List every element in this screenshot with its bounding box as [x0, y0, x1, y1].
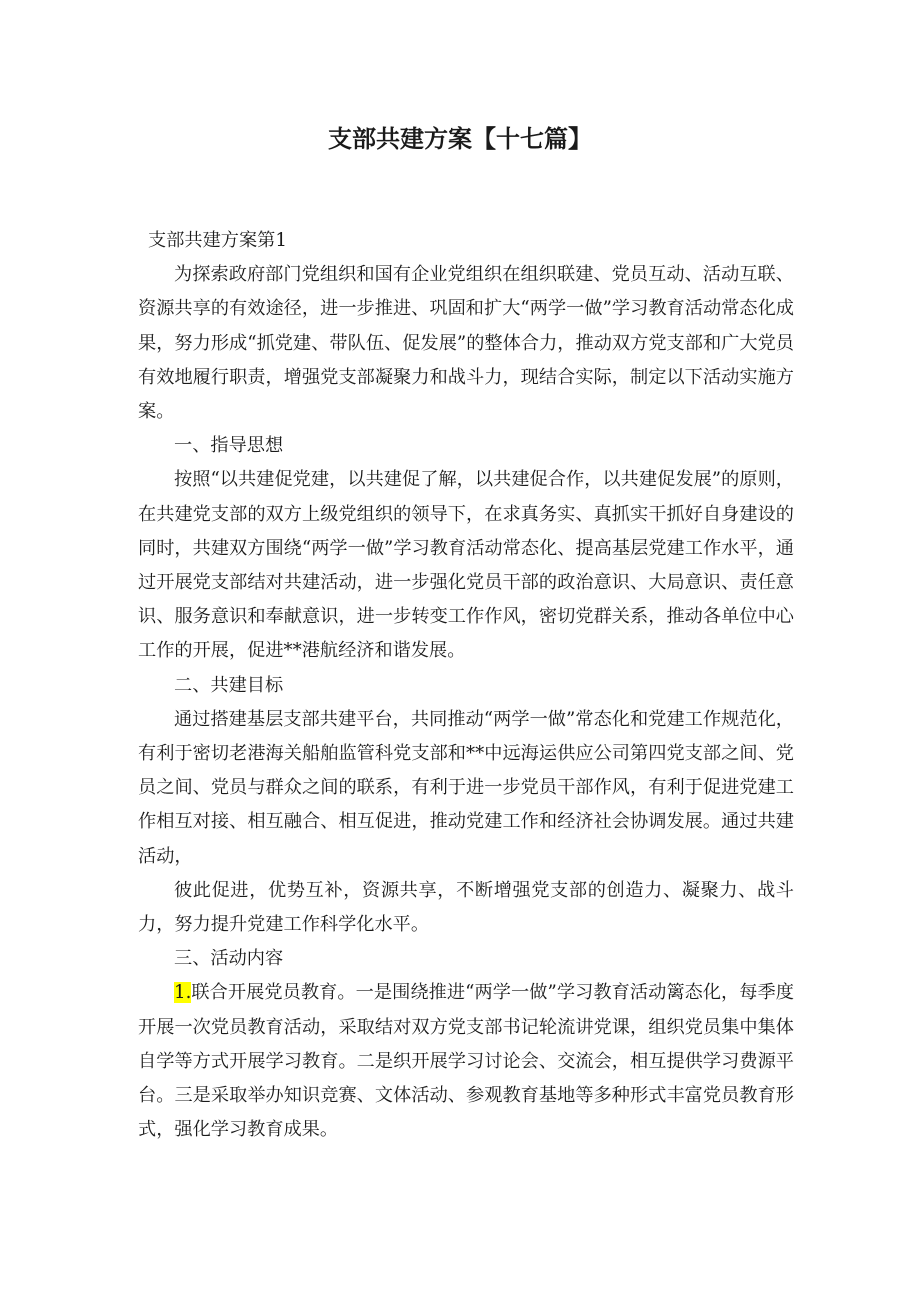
section-heading-guiding-ideology: 一、指导思想 [174, 435, 284, 457]
document-title: 支部共建方案【十七篇】 [328, 125, 592, 153]
activity-item-1 [138, 976, 794, 1147]
activity-item-1-text: 联合开展党员教育。一是围绕推进“两学一做”学习教育活动篱态化，每季度开展一次党员教育活动，采取结对双方党支部书记轮流讲党课，组织党员集中集体自学等方式开展学习教育。二是织开展学习讨论会、交流会，相互提供学习费源平台。三是采取举办知识竞赛、文体活动、参观教育基地等多种形式丰富党员教育形式，强化学习教育成果。 [138, 982, 794, 1141]
goals-paragraph: 通过搭建基层支部共建平台，共同推动“两学一做”常态化和党建工作规范化，有利于密切老港海关船舶监管科党支部和**中远海运供应公司第四党支部之间、党员之间、党员与群众之间的联系，有利于进一步党员干部作风，有利于促进党建工作相互对接、相互融合、相互促进，推动党建工作和经济社会协调发展。通过共建活动， [138, 708, 794, 867]
intro-paragraph: 为探索政府部门党组织和国有企业党组织在组织联建、党员互动、活动互联、资源共享的有效途径，进一步推进、巩固和扩大“两学一做”学习教育活动常态化成果，努力形成“抓党建、带队伍、促发展”的整体合力，推动双方党支部和广大党员有效地履行职责，增强党支部凝聚力和战斗力，现结合实际，制定以下活动实施方案。 [138, 264, 794, 423]
section-heading-goals: 二、共建目标 [174, 674, 284, 696]
document-subtitle: 支部共建方案第1 [148, 230, 287, 251]
highlighted-item-number: 1. [174, 982, 192, 1004]
goals-paragraph-continued: 彼此促进，优势互补，资源共享，不断增强党支部的创造力、凝聚力、战斗力，努力提升党建工作科学化水平。 [138, 879, 794, 936]
guiding-ideology-paragraph: 按照“以共建促党建，以共建促了解，以共建促合作，以共建促发展”的原则，在共建党支部的双方上级党组织的领导下，在求真务实、真抓实干抓好自身建设的同时，共建双方围绕“两学一做”学习教育活动常态化、提高基层党建工作水平，通过开展党支部结对共建活动，进一步强化党员干部的政治意识、大局意识、责任意识、服务意识和奉献意识，进一步转变工作作风，密切党群关系，推动各单位中心工作的开展，促进**港航经济和谐发展。 [138, 469, 794, 662]
document-body [138, 224, 794, 1147]
section-heading-activities: 三、活动内容 [174, 948, 284, 970]
